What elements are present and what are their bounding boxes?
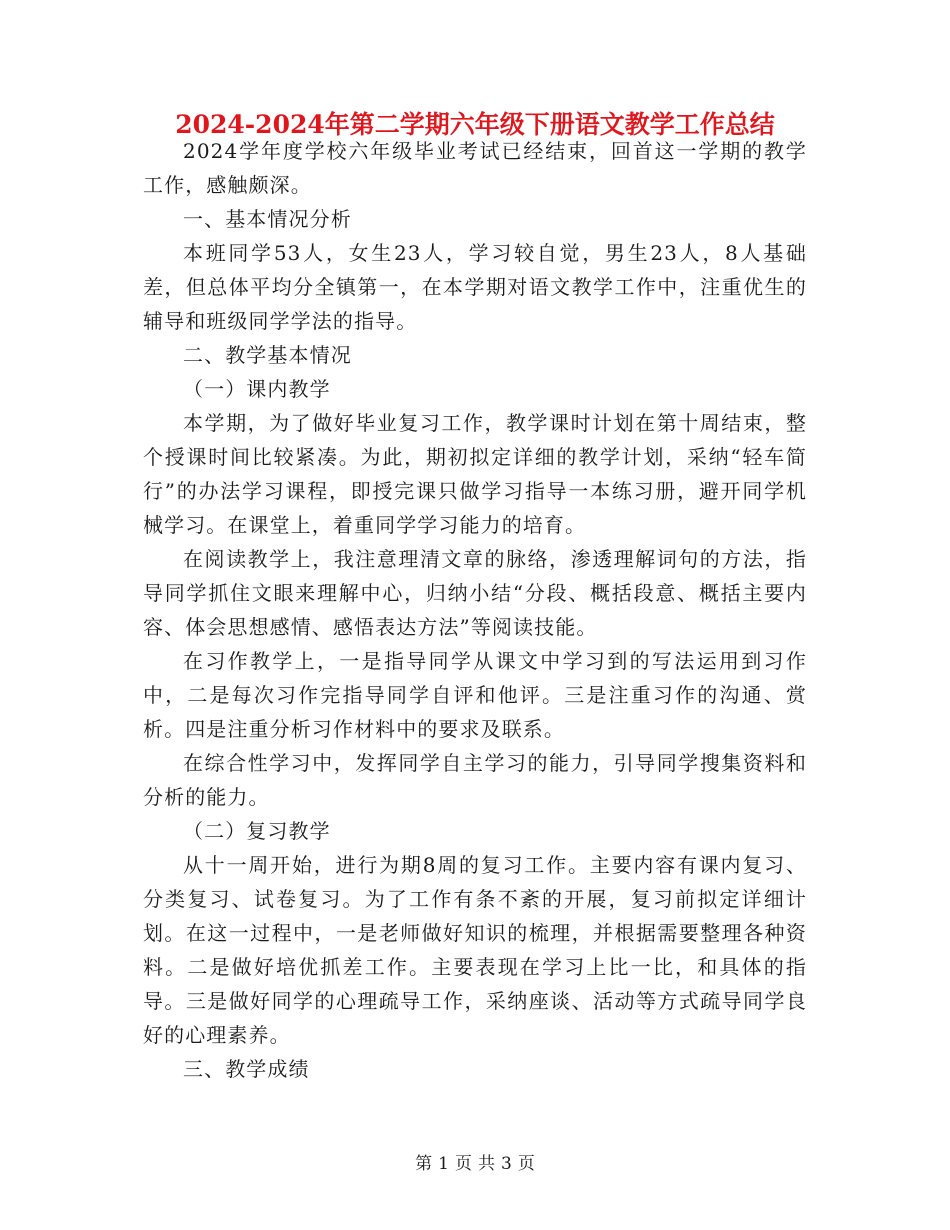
subsection-heading-classroom-teaching: （一）课内教学 [183,377,331,401]
section-heading-teaching-situation: 二、教学基本情况 [183,343,352,367]
footer-total-pages: 3 [501,1154,512,1174]
section-heading-basic-situation: 一、基本情况分析 [183,207,352,231]
footer-total-prefix: 共 [478,1154,495,1174]
page-footer [0,1152,950,1176]
paragraph-comprehensive-learning: 在综合性学习中，发挥同学自主学习的能力，引导同学搜集资料和分析的能力。 [143,751,807,809]
paragraph-reading-teaching: 在阅读教学上，我注意理清文章的脉络，渗透理解词句的方法，指导同学抓住文眼来理解中心，归纳小结“分段、概括段意、概括主要内容、体会思想感情、感悟表达方法”等阅读技能。 [143,547,807,639]
subsection-heading-review-teaching: （二）复习教学 [183,819,331,843]
footer-page-prefix: 第 [415,1154,433,1174]
footer-page-mid: 页 [455,1154,472,1174]
paragraph-review-work: 从十一周开始，进行为期8周的复习工作。主要内容有课内复习、分类复习、试卷复习。为了工作有条不紊的开展，复习前拟定详细计划。在这一过程中，一是老师做好知识的梳理，并根据需要整理各种资料。二是做好培优抓差工作。主要表现在学习上比一比，和具体的指导。三是做好同学的心理疏导工作，采纳座谈、活动等方式疏导同学良好的心理素养。 [143,853,807,1047]
document-title: 2024-2024年第二学期六年级下册语文教学工作总结 [175,110,775,139]
footer-total-suffix: 页 [517,1154,535,1174]
paragraph-semester-plan: 本学期，为了做好毕业复习工作，教学课时计划在第十周结束，整个授课时间比较紧凑。为此，期初拟定详细的教学计划，采纳“轻车简行”的办法学习课程，即授完课只做学习指导一本练习册，避开同学机械学习。在课堂上，着重同学学习能力的培育。 [143,411,807,537]
document-body [143,134,807,1086]
paragraph-intro: 2024学年度学校六年级毕业考试已经结束，回首这一学期的教学工作，感触颇深。 [143,139,807,197]
paragraph-writing-teaching: 在习作教学上，一是指导同学从课文中学习到的写法运用到习作中，二是每次习作完指导同学自评和他评。三是注重习作的沟通、赏析。四是注重分析习作材料中的要求及联系。 [143,649,807,741]
section-heading-teaching-results: 三、教学成绩 [183,1057,310,1081]
footer-page-number: 1 [438,1154,449,1174]
paragraph-class-info: 本班同学53人，女生23人，学习较自觉，男生23人，8人基础差，但总体平均分全镇第一，在本学期对语文教学工作中，注重优生的辅导和班级同学学法的指导。 [143,241,807,333]
